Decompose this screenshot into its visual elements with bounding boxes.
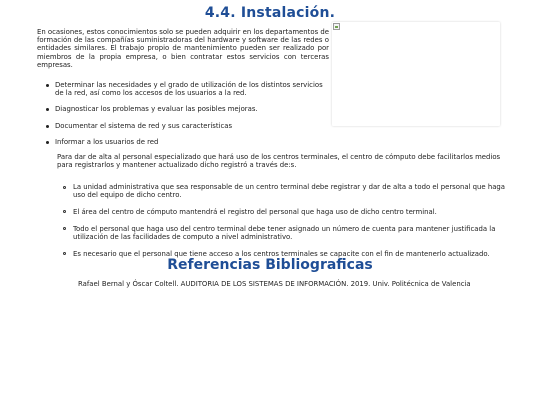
list-item-text: Diagnosticar los problemas y evaluar las posibles mejoras. bbox=[55, 105, 258, 114]
users-sublist bbox=[62, 183, 507, 266]
section-title: 4.4. Instalación. bbox=[204, 5, 336, 21]
list-item-text: Documentar el sistema de red y sus características bbox=[55, 121, 233, 130]
list-item bbox=[43, 122, 333, 130]
sublist-item-text: La unidad administrativa que sea responsable de un centro terminal debe registrar y dar de alta a todo el personal que haga uso del equipo de dicho centro. bbox=[73, 183, 506, 200]
list-item bbox=[43, 81, 333, 97]
list-item-text: Determinar las necesidades y el grado de utilización de los distintos servicios de la red, así como los accesos de los usuarios a la red. bbox=[55, 81, 323, 98]
list-item-text: Informar a los usuarios de red bbox=[55, 137, 159, 146]
bullet-icon bbox=[46, 125, 49, 128]
sublist-item bbox=[62, 225, 507, 241]
users-paragraph: Para dar de alta al personal especializado que hará uso de los centros terminales, el centro de cómputo debe facilitarlos medios para registrarlos y mantener actualizado dicho registró a través de:s. bbox=[57, 153, 501, 170]
circle-bullet-icon bbox=[63, 227, 66, 230]
circle-bullet-icon bbox=[63, 210, 66, 213]
sublist-item bbox=[62, 183, 507, 199]
sublist-item bbox=[62, 208, 507, 216]
sublist-item-text: El área del centro de cómputo mantendrá el registro del personal que haga uso de dicho centro terminal. bbox=[73, 207, 437, 216]
broken-image bbox=[332, 22, 500, 126]
bullet-icon bbox=[46, 84, 49, 87]
references-heading: Referencias Bibliograficas bbox=[167, 257, 373, 273]
task-list bbox=[43, 81, 333, 146]
bullet-icon bbox=[46, 141, 49, 144]
reference-entry: Rafael Bernal y Óscar Coltell. AUDITORIA DE LOS SISTEMAS DE INFORMACIÓN. 2019. Univ. Politécnica de Valencia bbox=[78, 280, 471, 288]
bullet-icon bbox=[46, 108, 49, 111]
list-item bbox=[43, 138, 333, 146]
intro-paragraph: En ocasiones, estos conocimientos solo se pueden adquirir en los departamentos de formación de las compañías suministradoras del hardware y software de las redes o entidades similares. El trabajo propio de mantenimiento pueden ser realizado por miembros de la propia empresa, o bien contratar estos servicios con terceras empresas. bbox=[37, 28, 329, 69]
circle-bullet-icon bbox=[63, 252, 66, 255]
sublist-item-text: Todo el personal que haga uso del centro terminal debe tener asignado un número de cuenta para mantener justificada la utilización de las facilidades de computo a nivel administrativo. bbox=[73, 224, 496, 241]
list-item bbox=[43, 105, 333, 113]
broken-image-icon bbox=[333, 23, 340, 30]
sublist-item-text: Es necesario que el personal que tiene acceso a los centros terminales se capacite con el fin de mantenerlo actualizado. bbox=[73, 249, 490, 258]
circle-bullet-icon bbox=[63, 186, 66, 189]
